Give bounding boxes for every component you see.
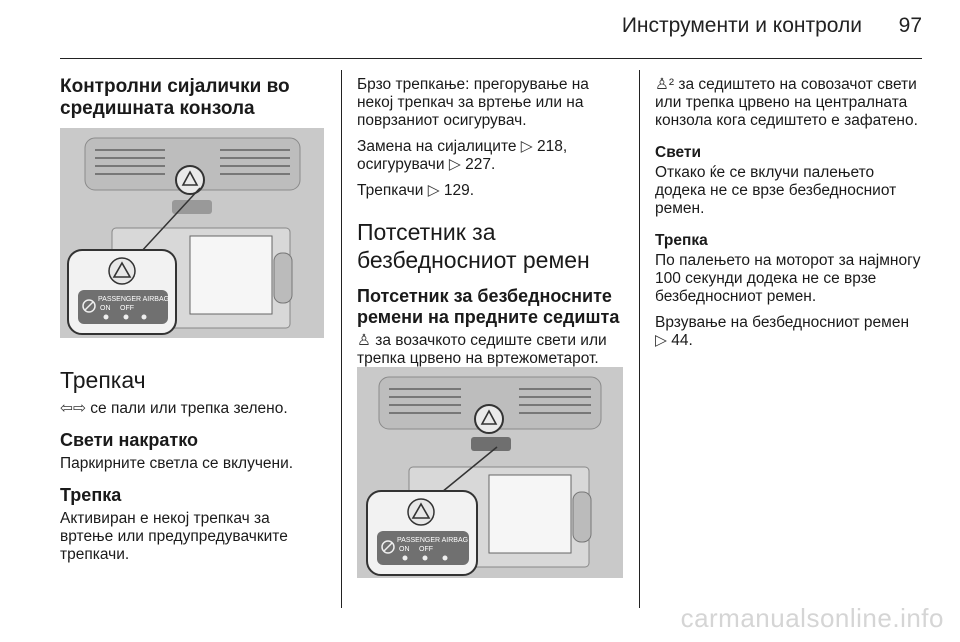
flash-text: По палењето на моторот за најмногу 100 секунди додека не се врзе безбедносниот ремен.: [655, 252, 921, 305]
blinker-paragraph: ⇦⇨ се пали или трепка зелено.: [60, 400, 288, 417]
header-rule: [60, 58, 922, 59]
fig1-airbag-label: PASSENGER AIRBAG: [98, 296, 170, 303]
figure-console-hazard-switch: [60, 128, 324, 338]
column-1: [60, 76, 326, 132]
fast-flashing-text: Брзо трепкање: прегорување на некој трепкач за вртење или на поврзаниот осигурувач.: [357, 76, 589, 129]
seatbelt-icon: ♙: [357, 332, 371, 349]
passenger-seat-text: ♙² за седиштето на совозачот свети или трепка црвено на централната конзола кога седиштето е зафатено.: [655, 76, 918, 129]
running-header-title: Инструменти и контроли: [621, 14, 862, 37]
column-divider-2: [639, 70, 640, 608]
ref-arrow-icon: ▷: [427, 182, 440, 199]
bulb-replacement-ref: Замена на сијалиците ▷ 218, осигурувачи ▷ 227.: [357, 138, 568, 173]
ref-arrow-icon: ▷: [655, 332, 667, 349]
page-number: 97: [898, 14, 922, 37]
fig1-off-label: OFF: [120, 305, 134, 312]
heading-blinker: Трепкач: [60, 367, 146, 393]
ref-arrow-icon: ▷: [520, 138, 533, 155]
section-title-console-lights: Контролни сијалички во средишната конзола: [60, 76, 290, 119]
watermark: carmanualsonline.info: [680, 603, 944, 633]
on-briefly-text: Паркирните светла се вклучени.: [60, 455, 294, 472]
console-illustration: [60, 128, 324, 338]
column-divider-1: [341, 70, 342, 608]
fig1-on-label: ON: [100, 305, 111, 312]
fasten-seatbelt-ref: Врзување на безбедносниот ремен ▷ 44.: [655, 314, 910, 349]
heading-flash: Трепка: [655, 232, 708, 249]
fig2-airbag-label: PASSENGER AIRBAG: [397, 537, 469, 544]
lit-text: Откако ќе се вклучи палењето додека не се врзе безбедносниот ремен.: [655, 164, 897, 217]
ref-arrow-icon: ▷: [448, 156, 461, 173]
turn-signal-icon: ⇦⇨: [60, 400, 86, 417]
heading-lit: Свети: [655, 144, 702, 161]
figure-passenger-airbag-indicator: [357, 367, 623, 578]
heading-front-seatbelt-reminder: Потсетник за безбедносните ремени на предните седишта: [357, 286, 620, 327]
column-2: [357, 76, 627, 376]
fig2-off-label: OFF: [419, 546, 433, 553]
console-illustration-2: [357, 367, 623, 578]
driver-seat-text: ♙ за возачкото седиште свети или трепка црвено на вртежометарот.: [357, 332, 607, 367]
column-3: [655, 76, 925, 358]
fig2-on-label: ON: [399, 546, 410, 553]
column-1-lower: [60, 366, 326, 572]
heading-flashes: Трепка: [60, 485, 122, 505]
turn-signals-ref: Трепкачи ▷ 129.: [357, 182, 475, 199]
flashes-text: Активиран е некој трепкач за вртење или предупредувачките трепкачи.: [60, 510, 288, 563]
seatbelt-icon: ♙²: [655, 76, 675, 93]
heading-seatbelt-reminder: Потсетник за безбедносниот ремен: [357, 219, 590, 273]
heading-on-briefly: Свети накратко: [60, 430, 198, 450]
